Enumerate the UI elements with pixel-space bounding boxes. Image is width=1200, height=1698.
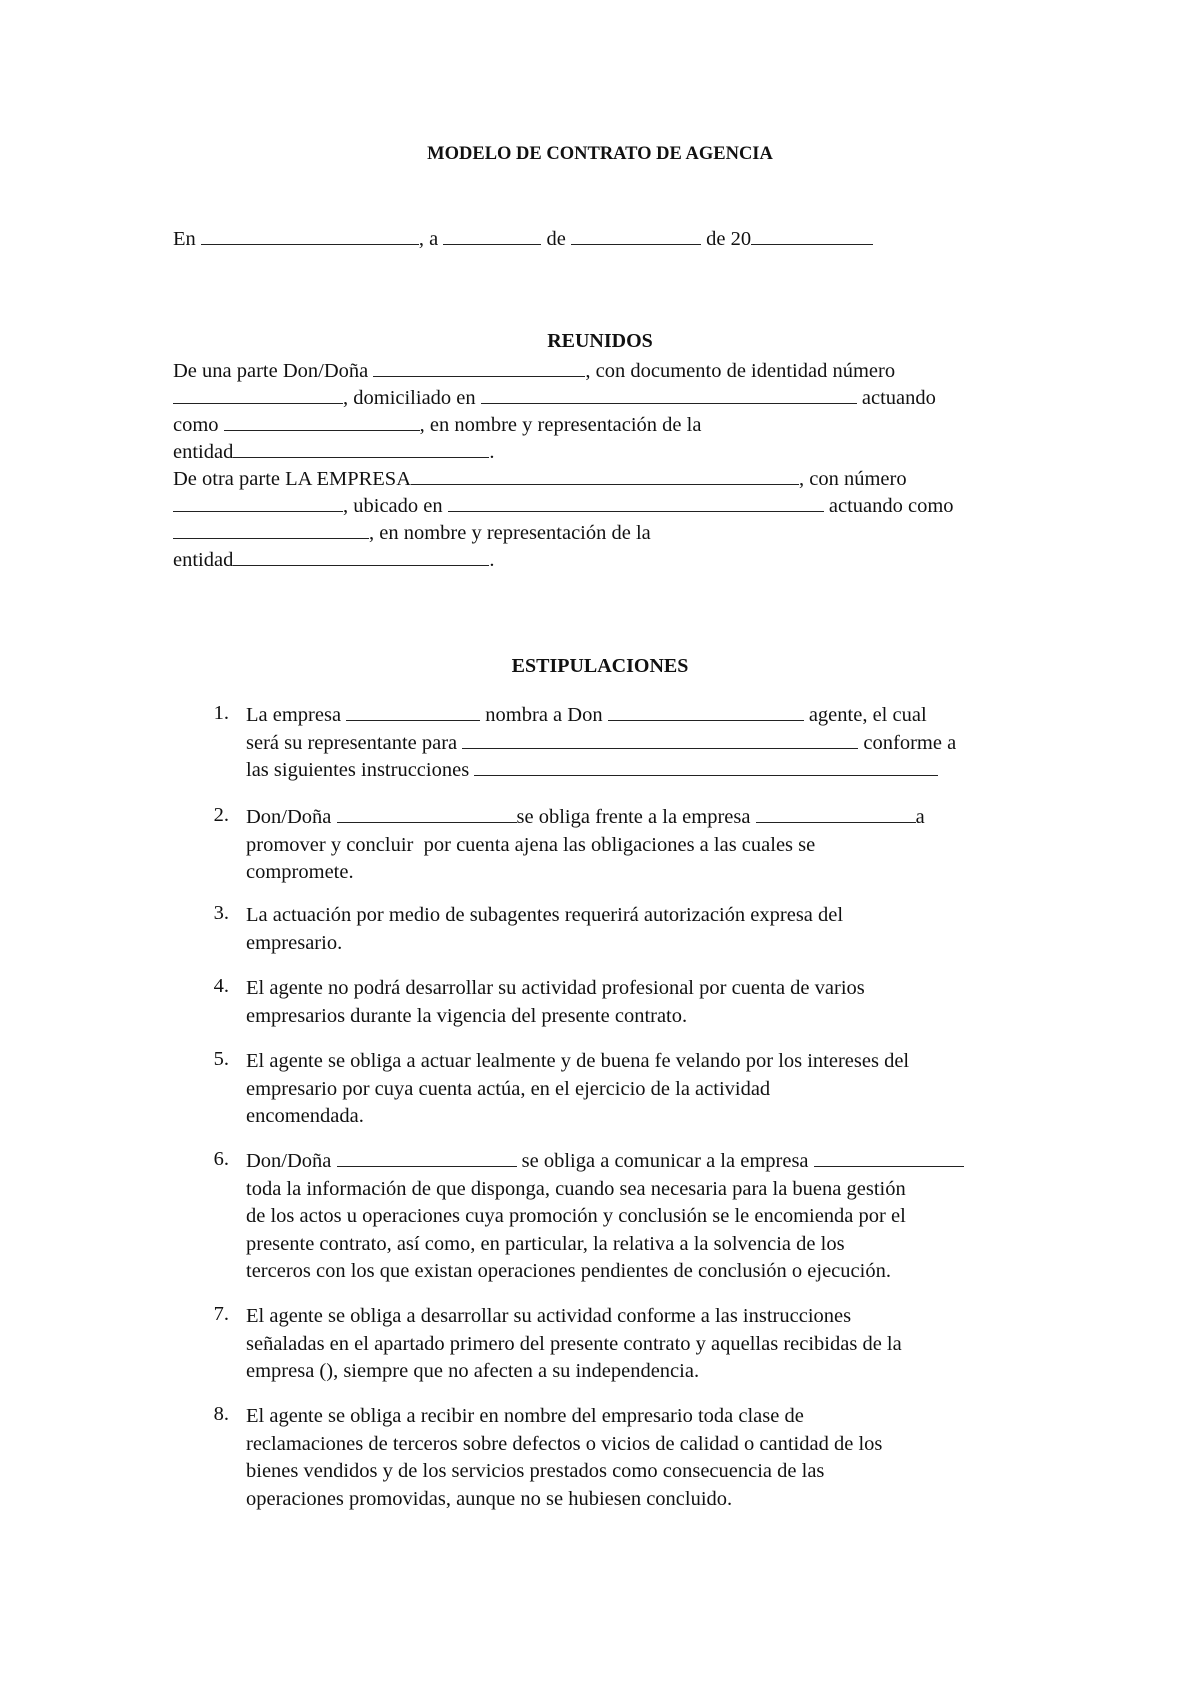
reunidos-line-2: [173, 385, 936, 412]
item-line: [246, 757, 1076, 785]
item-body: [246, 1403, 1076, 1513]
reunidos-text: De otra parte LA EMPRESA: [173, 468, 411, 490]
agent-name-blank: [337, 1148, 517, 1167]
party1-address-blank: [481, 385, 857, 404]
item-body: [246, 1048, 1076, 1131]
party2-entity-blank: [233, 547, 489, 566]
date-de-text: de: [546, 228, 566, 250]
item-line: empresarios durante la vigencia del presente contrato.: [246, 1004, 688, 1027]
item-line: toda la información de que disponga, cuando sea necesaria para la buena gestión: [246, 1177, 906, 1200]
item-number: 5.: [213, 1048, 229, 1070]
reunidos-text: actuando: [861, 387, 936, 409]
item-line: empresario por cuya cuenta actúa, en el ejercicio de la actividad: [246, 1077, 771, 1100]
item-line: [246, 1148, 1076, 1176]
reunidos-text: De una parte Don/Doña: [173, 360, 369, 382]
item-body: [246, 804, 1076, 887]
item-number: 3.: [213, 902, 229, 924]
reunidos-text: , en nombre y representación de la: [369, 522, 651, 544]
item-text: será su representante para: [246, 731, 458, 754]
agent-name-blank: [337, 804, 517, 823]
party1-name-blank: [373, 358, 585, 377]
reunidos-text: , con número: [799, 468, 907, 490]
year-blank: [751, 226, 873, 245]
document-title: MODELO DE CONTRATO DE AGENCIA: [427, 144, 773, 164]
item-line: promover y concluir por cuenta ajena las obligaciones a las cuales se: [246, 833, 816, 856]
date-a-text: , a: [418, 228, 439, 250]
item-text: agente, el cual: [808, 704, 927, 726]
reunidos-text: , ubicado en: [343, 495, 443, 517]
item-line: señaladas en el apartado primero del presente contrato y aquellas recibidas de la: [246, 1332, 902, 1355]
item-body: [246, 1148, 1076, 1286]
instructions-blank: [474, 757, 938, 776]
reunidos-text: actuando como: [828, 495, 954, 517]
item-line: empresa (), siempre que no afecten a su independencia.: [246, 1360, 700, 1382]
item-line: [246, 804, 1076, 832]
reunidos-text: .: [489, 441, 495, 463]
day-blank: [443, 226, 541, 245]
date-en-text: En: [173, 228, 196, 250]
date-line: [173, 226, 873, 253]
item-line: [246, 730, 1076, 758]
item-line: operaciones promovidas, aunque no se hubiesen concluido.: [246, 1487, 733, 1510]
reunidos-line-4: [173, 439, 494, 466]
item-line: [246, 702, 1076, 730]
reunidos-text: entidad: [173, 549, 234, 571]
item-text: Don/Doña: [246, 806, 332, 828]
company-blank: [814, 1148, 964, 1167]
company-blank: [346, 702, 480, 721]
reunidos-text: , con documento de identidad número: [585, 360, 896, 382]
item-text: se obliga frente a la empresa: [516, 806, 751, 828]
place-blank: [201, 226, 419, 245]
reunidos-line-3: [173, 412, 701, 439]
item-number: 1.: [213, 702, 229, 724]
item-line: terceros con los que existan operaciones pendientes de conclusión o ejecución.: [246, 1260, 891, 1282]
reunidos-text: como: [173, 414, 219, 436]
reunidos-line-1: [173, 358, 895, 385]
reunidos-text: , domiciliado en: [343, 387, 476, 409]
item-line: El agente se obliga a desarrollar su actividad conforme a las instrucciones: [246, 1305, 852, 1327]
reunidos-heading: REUNIDOS: [547, 330, 653, 352]
item-number: 2.: [213, 804, 229, 826]
item-text: conforme a: [863, 731, 957, 754]
item-text: las siguientes instrucciones: [246, 759, 470, 781]
month-blank: [571, 226, 701, 245]
party2-number-blank: [173, 493, 343, 512]
item-line: El agente se obliga a recibir en nombre del empresario toda clase de: [246, 1405, 804, 1427]
item-body: [246, 975, 1076, 1030]
item-line: presente contrato, así como, en particular, la relativa a la solvencia de los: [246, 1232, 845, 1255]
item-line: de los actos u operaciones cuya promoción y conclusión se le encomienda por el: [246, 1205, 906, 1227]
reunidos-line-7: [173, 520, 651, 547]
item-text: nombra a Don: [485, 704, 603, 726]
reunidos-line-6: [173, 493, 954, 520]
reunidos-text: entidad: [173, 441, 234, 463]
reunidos-text: , en nombre y representación de la: [419, 414, 702, 436]
item-line: compromete.: [246, 861, 354, 883]
company-blank: [756, 804, 916, 823]
reunidos-line-5: [173, 466, 907, 493]
date-year-text: de 20: [706, 228, 752, 250]
estipulaciones-heading: ESTIPULACIONES: [511, 655, 689, 677]
item-number: 8.: [213, 1403, 229, 1425]
item-line: reclamaciones de terceros sobre defectos o vicios de calidad o cantidad de los: [246, 1432, 883, 1455]
item-body: [246, 1303, 1076, 1386]
party1-id-blank: [173, 385, 343, 404]
party1-entity-blank: [233, 439, 489, 458]
party2-name-blank: [411, 466, 799, 485]
party2-address-blank: [448, 493, 824, 512]
item-line: empresario.: [246, 931, 343, 954]
item-line: El agente se obliga a actuar lealmente y de buena fe velando por los intereses del: [246, 1050, 910, 1072]
item-text: La empresa: [246, 704, 342, 726]
item-number: 6.: [213, 1148, 229, 1170]
party2-role-blank: [173, 520, 369, 539]
item-text: Don/Doña: [246, 1150, 332, 1172]
item-line: bienes vendidos y de los servicios prestados como consecuencia de las: [246, 1460, 825, 1482]
party1-role-blank: [224, 412, 420, 431]
item-line: La actuación por medio de subagentes requerirá autorización expresa del: [246, 904, 844, 926]
item-number: 7.: [213, 1303, 229, 1325]
item-body: [246, 902, 1076, 957]
item-line: El agente no podrá desarrollar su actividad profesional por cuenta de varios: [246, 977, 865, 999]
purpose-blank: [462, 730, 858, 749]
item-number: 4.: [213, 975, 229, 997]
agent-name-blank: [608, 702, 804, 721]
reunidos-line-8: [173, 547, 494, 574]
item-text: se obliga a comunicar a la empresa: [521, 1150, 809, 1172]
item-body: [246, 702, 1076, 785]
item-text: a: [915, 806, 925, 828]
reunidos-text: .: [489, 549, 495, 571]
item-line: encomendada.: [246, 1105, 364, 1127]
